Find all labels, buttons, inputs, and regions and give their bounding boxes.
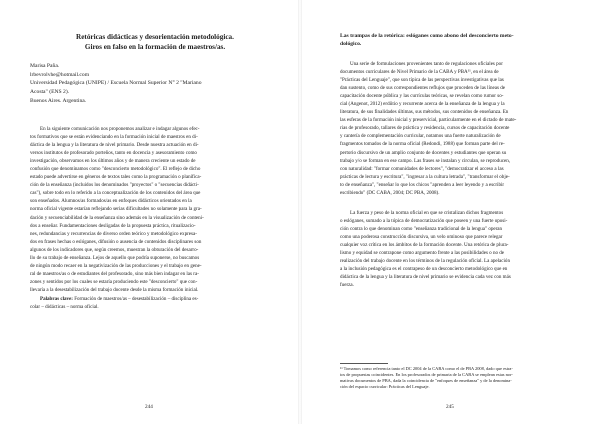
title-line-1: Retóricas didácticas y desorientación metodológica.	[76, 33, 234, 41]
abstract-line: versos institutos de profesorado porteños, tanto en docencia y asesoramiento como	[30, 150, 197, 157]
para1-line: documentos curriculares de Nivel Primario de la CABA y PBA¹¹, en el área de	[340, 69, 499, 76]
abstract-line: ción de la enseñanza (incluidos los denominados "proyectos" o "secuencias didácti-	[30, 182, 199, 189]
abstract-line: norma oficial vigente estarían reflejando serias dificultades no solamente para la gra-	[30, 206, 202, 213]
paragraph-2	[340, 209, 574, 289]
para1-line: fragmentos tomados de la norma oficial (Redondi, 1988) que forman parte del re-	[340, 141, 505, 148]
abstract-line: nes, redundancias y recurrencias de diverso orden teórico y metodológico expresa-	[30, 230, 197, 237]
para1-line: escribiendo" (DC CABA, 2004; DC PBA, 2008).	[340, 189, 440, 196]
para2-line: a la inclusión pedagógica es el contrapeso de un desconcierto metodológico que en	[340, 266, 508, 273]
abstract-line: cas"), sobre todo en lo referido a la conceptualización de los contenidos del área que	[30, 190, 201, 197]
abstract-line: son enseñados. Alumnos/as formados/as en enfoques didácticos orientados en la	[30, 198, 192, 205]
author-email: lrbevrolvhe@hotmail.com	[30, 71, 90, 78]
author-city: Buenos Aires. Argentina.	[30, 97, 87, 104]
para1-line: capacitación docente pública y las currículas teóricas, se revelan como rumor so-	[340, 93, 504, 100]
para1-line: rias de profesorado, tallares de práctica y residencia, cursos de capacitación docente	[340, 125, 510, 132]
footnote-line: ¹¹ Tomamos como referencia tanto el DC 2004 de la CABA como el de PBA 2008, dado que estra-	[340, 366, 513, 371]
para1-line: las esferas de la formación inicial y preservicial, particularmente en el dictado de mate-	[340, 117, 517, 124]
keywords-text-1: Formación de maestros/as – desestabilización – disciplina es-	[72, 296, 199, 302]
para1-line: y cantería de complementación curricular, notamos una fuerte naturalización de	[340, 133, 501, 140]
keywords-text-2: colar – didácticas – norma oficial.	[30, 304, 99, 311]
abstract-line: dos en frases hechas o eslóganes, difusión o ausencia de contenidos disciplinares son	[30, 238, 202, 245]
para1-line: trabajo y/o se forman en ese campo. Las frases se instalan y circulan, se reproducen,	[340, 157, 510, 164]
page-number-right: 245	[446, 404, 454, 410]
para2-line: didáctica de la lengua y la literatura de nivel primario se evidencia cada vez con más	[340, 274, 511, 281]
abstract-line: dación y secuenciabilidad de la enseñanza sino además en la visualización de conteni-	[30, 214, 204, 221]
section-title	[340, 32, 576, 49]
footnote-line: tos de propuestas coincidentes. En los profesorados de primaria de la CABA se emplean estas nor-	[340, 372, 513, 377]
para2-line: o eslóganes, sumado a la tópica de democratización que poseen y una fuerte oposi-	[340, 218, 508, 225]
para2-line: realización del trabajo docente en los términos de la regulación oficial. La apelación	[340, 258, 510, 265]
section-title-line-2: dológico.	[340, 41, 362, 48]
abstract-line: llo de su trabajo de enseñanza. Lejos de aquello que podría suponerse, no buscamos	[30, 254, 200, 261]
keywords-label: Palabras clave:	[40, 296, 73, 302]
footnote	[340, 366, 576, 390]
footnote-divider	[340, 363, 388, 364]
para2-line: cualquier voz crítica en los ámbitos de la formación docente. Una retórica de plura-	[340, 242, 509, 249]
abstract-line: dáctica de la lengua y la literatura de nivel primario. Desde nuestra actuación en di-	[30, 142, 199, 149]
para1-line: to de enseñanza", "enseñar lo que los chicos "aprenden a leer leyendo y a escribir	[340, 181, 505, 188]
para1-line: con naturalidad: "formar comunidades de lectores", "democratizar el acceso a las	[340, 165, 504, 172]
affiliation-line-1: Universidad Pedagógica (UNIPE) / Escuela Normal Superior N° 2 "Mariano	[30, 80, 202, 87]
para2-line: como una poderosa construcción discursiva, un velo ominoso que parece relegar	[340, 234, 503, 241]
para1-line: cial (Angenot, 2012) erdiitio y recurrente acerca de la enseñanza de la lengua y la	[340, 101, 505, 108]
para1-line: "Prácticas del Lenguaje", que son típica de las perspectivas investigativas que las	[340, 77, 504, 84]
page-number-left: 244	[145, 404, 153, 410]
footnote-line: ción del espacio curricular: Prácticas del Lenguaje.	[340, 384, 430, 389]
para1-line: pertorio discursivo de un amplio conjunto de docentes y estudiantes que operan su	[340, 149, 507, 156]
abstract-line: investigación, observamos en los últimos años y de manera creciente un estado de	[30, 158, 196, 165]
author-name: Marisa Paña.	[30, 63, 60, 69]
para1-line: dan sustento, como de sus correspondientes reflujos que proceden de las líneas de	[340, 85, 505, 92]
para1-line: Una serie de formulaciones provenientes tanto de regulaciones oficiales por	[350, 61, 503, 67]
abstract-line: dos a enseñar. Fundamentaciones desligadas de la propuesta práctica, ritualizacio-	[30, 222, 196, 229]
footnote-line: mativas documentos de PBA, dada la coincidencia de "enfoques de enseñanza" y de la denomina-	[340, 378, 512, 383]
abstract-line: zones y sentidos por los cuales se estaría produciendo este "desconcierto" que con-	[30, 278, 198, 285]
para2-line: fuerza.	[340, 282, 354, 289]
para1-line: prácticas de lectura y escritura", "ingresar a la cultura letrada", "transformar el obje-	[340, 173, 510, 180]
para2-line: lismo y equidad se contrapone como argumento frente a las posibilidades o no de	[340, 250, 505, 257]
abstract-line: algunos de los indicadores que, según creemos, muestran la obturación del desarro-	[30, 246, 199, 253]
affiliation-line-2: Acosta" (ENS 2).	[30, 89, 70, 95]
abstract-line: llevaría a la desestabilización del trabajo docente desde la misma formación inicial.	[30, 286, 199, 293]
abstract-line: de ningún modo recaer en la negativización de las producciones y el trabajo en gene-	[30, 262, 202, 269]
paragraph-1	[340, 60, 574, 197]
abstract-line: estado puede advertirse en géneros de textos tales como la programación o planifica-	[30, 174, 202, 181]
section-title-line-1: Las trampas de la retórica: eslóganes como abono del desconcierto meto-	[340, 33, 514, 39]
para1-line: literatura, de sus finalidades últimas, sus métodos, sus contenidos de enseñanza. En	[340, 109, 509, 116]
para2-line: ción contra lo que denominan como "enseñanza tradicional de la lengua" operan	[340, 226, 503, 233]
abstract-line: En la siguiente comunicación nos proponemos analizar e indagar algunos efec-	[40, 126, 200, 132]
abstract-line: confusión que denominamos como "desconcierto metodológico". El reflejo de dicho	[30, 166, 201, 173]
abstract-line: ral de maestros/as o de estudiantes del profesorado, sino más bien indagar en las ra-	[30, 270, 199, 277]
para2-line: La fuerza y peso de la norma oficial en que se cristalizan dichos fragmentos	[350, 210, 504, 216]
abstract-line: tos formativos que se están evidenciando en la formación inicial de maestros en di-	[30, 134, 198, 141]
title-line-2: Giros en falso en la formación de maestros/as.	[84, 43, 226, 51]
